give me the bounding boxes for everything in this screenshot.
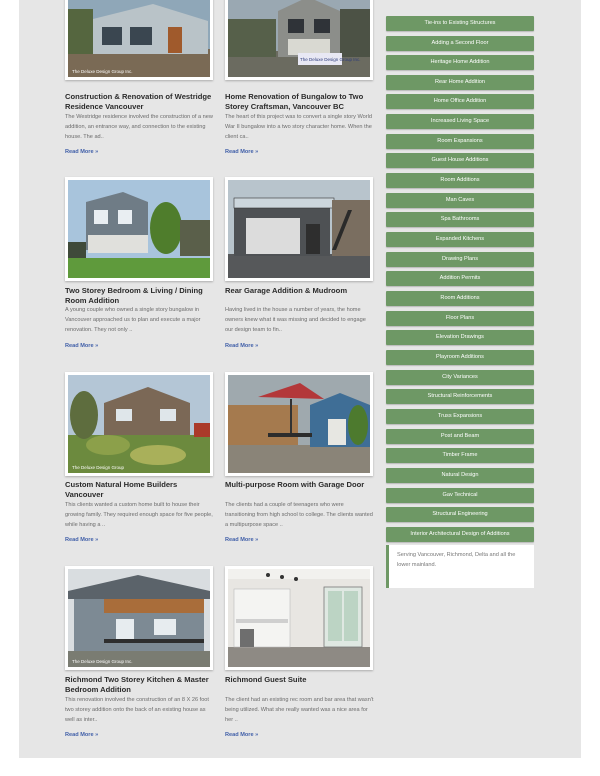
project-excerpt: The heart of this project was to convert a single story World War II bungalow into a two story character home. When the client ca..	[225, 114, 372, 140]
read-more-link[interactable]: Read More »	[225, 149, 259, 155]
watermark: The Deluxe Design Group Inc.	[300, 57, 361, 62]
backyard-photo	[228, 375, 370, 473]
project-title[interactable]: Rear Garage Addition & Mudroom	[225, 286, 348, 295]
house-photo	[68, 375, 210, 473]
project-title[interactable]: Richmond Two Storey Kitchen & Master Bedroom Addition	[65, 675, 209, 694]
project-thumbnail[interactable]	[225, 0, 373, 80]
sidebar-tag-room-expansions[interactable]: Room Expansions	[386, 134, 534, 149]
project-excerpt: The Westridge residence involved the construction of a new addition, an entrance way, and connection to the existing house. The ad..	[65, 114, 213, 140]
sidebar-tag-heritage-home[interactable]: Heritage Home Addition	[386, 55, 534, 70]
sidebar-tag-room-additions[interactable]: Room Additions	[386, 173, 534, 188]
sidebar-tag-drawing-plans[interactable]: Drawing Plans	[386, 252, 534, 267]
project-excerpt: This clients wanted a custom home built to house their growing family. They required enough space for five people, while having a ..	[65, 502, 213, 528]
watermark: The Deluxe Design Group Inc.	[72, 659, 133, 664]
project-thumbnail[interactable]	[65, 372, 213, 476]
interior-photo	[228, 569, 370, 667]
sidebar-tag-living-space[interactable]: Increased Living Space	[386, 114, 534, 129]
house-photo	[68, 569, 210, 667]
read-more-link[interactable]: Read More »	[225, 732, 259, 738]
service-area-note: Serving Vancouver, Richmond, Delta and all the lower mainland.	[386, 545, 534, 588]
house-photo	[228, 0, 370, 77]
project-thumbnail[interactable]	[65, 0, 213, 80]
read-more-link[interactable]: Read More »	[225, 537, 259, 543]
sidebar-tag-spa-bathrooms[interactable]: Spa Bathrooms	[386, 212, 534, 227]
sidebar-tag-elevation-drawings[interactable]: Elevation Drawings	[386, 330, 534, 345]
project-title[interactable]: Custom Natural Home Builders Vancouver	[65, 480, 178, 499]
sidebar-tag-floor-plans[interactable]: Floor Plans	[386, 311, 534, 326]
house-photo	[68, 0, 210, 77]
sidebar-tag-tie-ins[interactable]: Tie-ins to Existing Structures	[386, 16, 534, 31]
read-more-link[interactable]: Read More »	[225, 343, 259, 349]
project-title[interactable]: Multi-purpose Room with Garage Door	[225, 480, 365, 489]
sidebar-tag-interior-design[interactable]: Interior Architectural Design of Additions	[386, 527, 534, 542]
read-more-link[interactable]: Read More »	[65, 537, 99, 543]
read-more-link[interactable]: Read More »	[65, 732, 99, 738]
project-excerpt: The client had an existing rec room and bar area that wasn't being utilized. What she really wanted was a nice area for her ..	[225, 697, 374, 723]
sidebar-tag-addition-permits[interactable]: Addition Permits	[386, 271, 534, 286]
sidebar-tag-home-office[interactable]: Home Office Addition	[386, 94, 534, 109]
garage-photo	[228, 180, 370, 278]
sidebar-tag-structural-engineering[interactable]: Structural Engineering	[386, 507, 534, 522]
project-thumbnail[interactable]	[225, 177, 373, 281]
project-title[interactable]: Two Storey Bedroom & Living / Dining Room Addition	[65, 286, 203, 305]
sidebar-tag-truss-expansions[interactable]: Truss Expansions	[386, 409, 534, 424]
watermark: The Deluxe Design Group	[72, 465, 125, 470]
sidebar-tag-expanded-kitchens[interactable]: Expanded Kitchens	[386, 232, 534, 247]
project-title[interactable]: Construction & Renovation of Westridge Residence Vancouver	[65, 92, 212, 111]
sidebar-tag-second-floor[interactable]: Adding a Second Floor	[386, 36, 534, 51]
project-title[interactable]: Richmond Guest Suite	[225, 675, 307, 684]
sidebar-tag-man-caves[interactable]: Man Caves	[386, 193, 534, 208]
project-thumbnail[interactable]	[225, 566, 373, 670]
house-photo	[68, 180, 210, 278]
sidebar-tag-room-additions-2[interactable]: Room Additions	[386, 291, 534, 306]
project-excerpt: This renovation involved the construction of an 8 X 26 foot two storey addition onto the back of an existing house as well as inter..	[65, 697, 209, 723]
read-more-link[interactable]: Read More »	[65, 149, 99, 155]
sidebar-tag-structural-reinforcements[interactable]: Structural Reinforcements	[386, 389, 534, 404]
project-excerpt: A young couple who owned a single story bungalow in Vancouver approached us to plan and execute a major renovation. They not only ..	[65, 307, 201, 333]
sidebar-tag-guest-house[interactable]: Guest House Additions	[386, 153, 534, 168]
project-excerpt: Having lived in the house a number of years, the home owners knew what it was missing and decided to engage our design team to fin..	[225, 307, 366, 333]
project-thumbnail[interactable]	[65, 566, 213, 670]
project-grid	[46, 0, 374, 758]
sidebar-tag-natural-design[interactable]: Natural Design	[386, 468, 534, 483]
sidebar-tag-rear-home[interactable]: Rear Home Addition	[386, 75, 534, 90]
sidebar-tag-city-variances[interactable]: City Variances	[386, 370, 534, 385]
sidebar-tag-playroom-additions[interactable]: Playroom Additions	[386, 350, 534, 365]
sidebar-tag-gav-technical[interactable]: Gav Technical	[386, 488, 534, 503]
project-thumbnail[interactable]	[225, 372, 373, 476]
sidebar-tag-post-and-beam[interactable]: Post and Beam	[386, 429, 534, 444]
sidebar-tag-timber-frame[interactable]: Timber Frame	[386, 448, 534, 463]
project-excerpt: The clients had a couple of teenagers who were transitioning from high school to college. The clients wanted a multipurpose space ..	[225, 502, 373, 528]
project-title[interactable]: Home Renovation of Bungalow to Two Storey Craftsman, Vancouver BC	[225, 92, 364, 111]
read-more-link[interactable]: Read More »	[65, 343, 99, 349]
watermark: The Deluxe Design Group Inc.	[72, 69, 133, 74]
project-thumbnail[interactable]	[65, 177, 213, 281]
